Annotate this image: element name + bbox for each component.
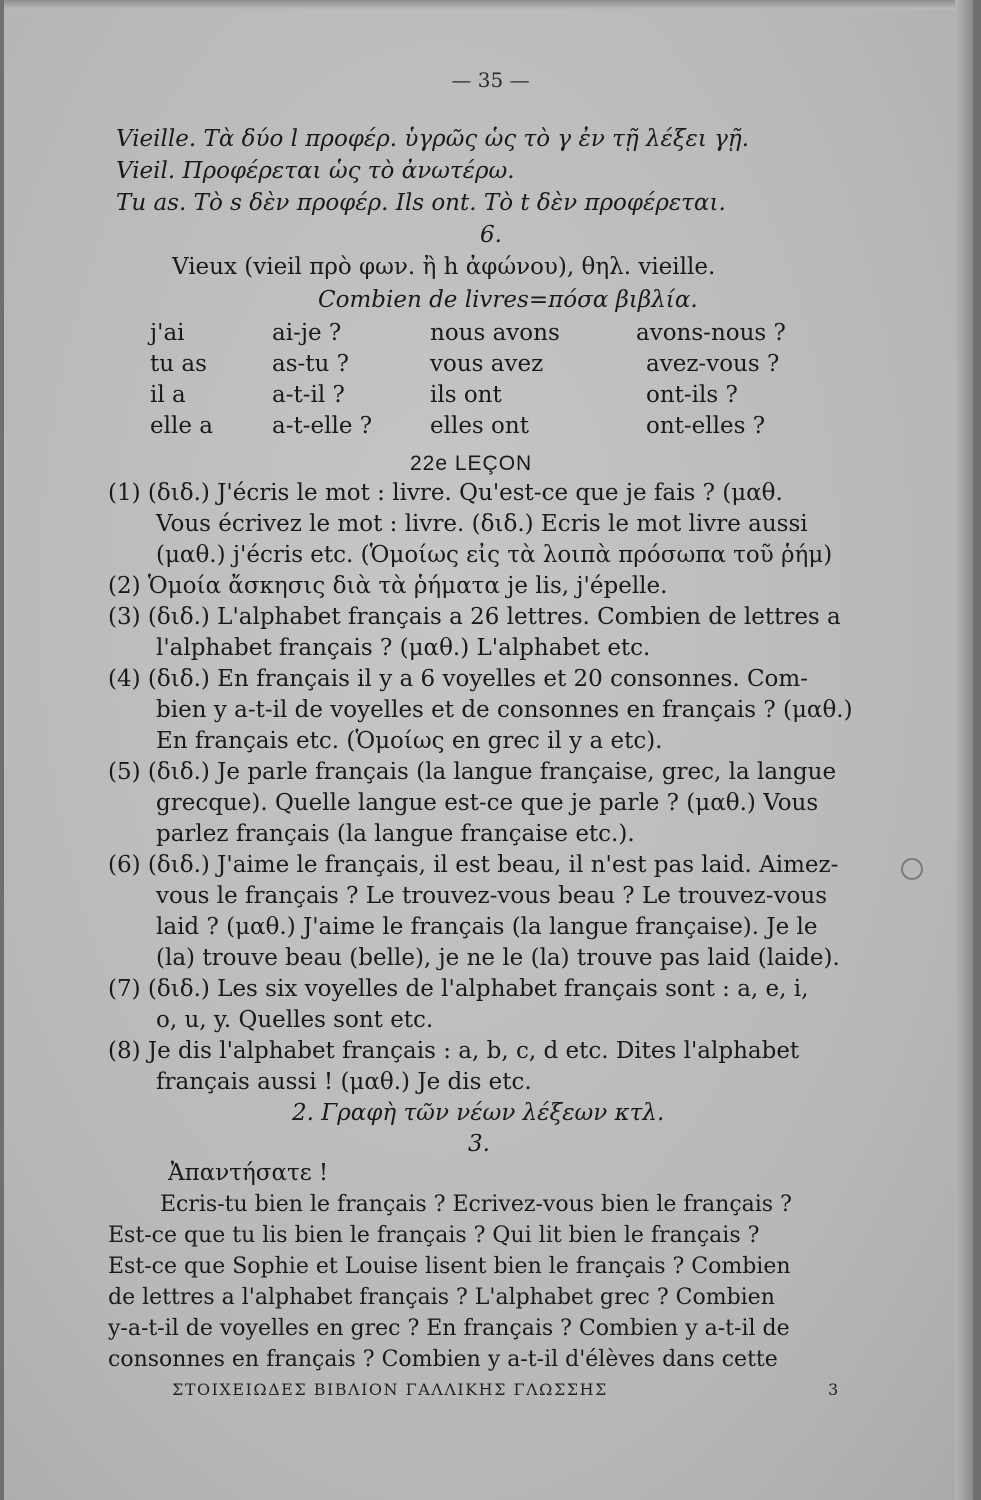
table-cell: ont-elles ? xyxy=(646,413,766,439)
text-line: (7) (διδ.) Les six voyelles de l'alphabet français sont : a, e, i, xyxy=(108,976,809,1002)
text-line: français aussi ! (μαθ.) Je dis etc. xyxy=(156,1069,532,1095)
text-line: Est-ce que Sophie et Louise lisent bien le français ? Combien xyxy=(108,1254,791,1279)
table-cell: elles ont xyxy=(430,413,529,439)
answer-heading: Ἀπαντήσατε ! xyxy=(168,1160,329,1186)
table-cell: avez-vous ? xyxy=(646,351,780,377)
text-line: consonnes en français ? Combien y a-t-il d'élèves dans cette xyxy=(108,1347,778,1372)
text-line: o, u, y. Quelles sont etc. xyxy=(156,1007,434,1033)
footer-title: ΣΤΟΙΧΕΙΩΔΕΣ ΒΙΒΛΙΟΝ ΓΑΛΛΙΚΗΣ ΓΛΩΣΣΗΣ xyxy=(172,1380,608,1399)
section-number: 6. xyxy=(480,222,502,248)
table-cell: ont-ils ? xyxy=(646,382,738,408)
text-line: (5) (διδ.) Je parle français (la langue française, grec, la langue xyxy=(108,759,837,785)
text-line: Vous écrivez le mot : livre. (διδ.) Ecris le mot livre aussi xyxy=(156,511,808,537)
table-cell: vous avez xyxy=(430,351,544,377)
text-line: (1) (διδ.) J'écris le mot : livre. Qu'est-ce que je fais ? (μαθ. xyxy=(108,480,783,506)
page-right-edge xyxy=(955,0,973,1500)
table-cell: ils ont xyxy=(430,382,502,408)
text-line: (8) Je dis l'alphabet français : a, b, c, d etc. Dites l'alphabet xyxy=(108,1038,800,1064)
text-line: de lettres a l'alphabet français ? L'alphabet grec ? Combien xyxy=(108,1285,775,1310)
text-line: grecque). Quelle langue est-ce que je parle ? (μαθ.) Vous xyxy=(156,790,819,816)
text-line: Ecris-tu bien le français ? Ecrivez-vous bien le français ? xyxy=(160,1192,792,1217)
text-line: (4) (διδ.) En français il y a 6 voyelles et 20 consonnes. Com- xyxy=(108,666,808,692)
table-cell: tu as xyxy=(150,351,207,377)
table-cell: a-t-il ? xyxy=(272,382,345,408)
text-line: (3) (διδ.) L'alphabet français a 26 lettres. Combien de lettres a xyxy=(108,604,841,630)
text-line: Combien de livres=πόσα βιβλία. xyxy=(318,287,698,313)
lesson-title: 22e LEÇON xyxy=(410,452,533,475)
text-line: bien y a-t-il de voyelles et de consonnes en français ? (μαθ.) xyxy=(156,697,853,723)
page-top-shadow xyxy=(4,0,973,10)
table-cell: j'ai xyxy=(150,320,185,346)
table-cell: elle a xyxy=(150,413,213,439)
page-stain-mark xyxy=(901,858,923,880)
text-line: (μαθ.) j'écris etc. (Ὁμοίως εἰς τὰ λοιπὰ πρόσωπα τοῦ ῥήμ) xyxy=(156,542,833,568)
text-line: laid ? (μαθ.) J'aime le français (la langue française). Je le xyxy=(156,914,818,940)
text-line: Est-ce que tu lis bien le français ? Qui lit bien le français ? xyxy=(108,1223,760,1248)
text-line: Vieux (vieil πρὸ φων. ἢ h ἀφώνου), θηλ. vieille. xyxy=(172,254,716,280)
text-line: Tu as. Τὸ s δὲν προφέρ. Ils ont. Τὸ t δὲν προφέρεται. xyxy=(116,190,726,216)
text-line: Vieil. Προφέρεται ὡς τὸ ἀνωτέρω. xyxy=(116,158,515,184)
table-cell: nous avons xyxy=(430,320,560,346)
text-line: y-a-t-il de voyelles en grec ? En français ? Combien y a-t-il de xyxy=(108,1316,790,1341)
table-cell: avons-nous ? xyxy=(636,320,786,346)
section-number: 3. xyxy=(468,1131,490,1157)
text-line: En français etc. (Ὁμοίως en grec il y a etc). xyxy=(156,728,663,754)
page-number: — 35 — xyxy=(451,68,530,92)
text-line: (2) Ὁμοία ἄσκησις διὰ τὰ ῥήματα je lis, j'épelle. xyxy=(108,573,668,599)
table-cell: il a xyxy=(150,382,186,408)
table-cell: as-tu ? xyxy=(272,351,349,377)
text-line: l'alphabet français ? (μαθ.) L'alphabet etc. xyxy=(156,635,651,661)
text-line: Vieille. Τὰ δύο l προφέρ. ὑγρῶς ὡς τὸ γ ἐν τῇ λέξει γῇ. xyxy=(116,126,750,152)
text-line: vous le français ? Le trouvez-vous beau ? Le trouvez-vous xyxy=(156,883,827,909)
table-cell: ai-je ? xyxy=(272,320,342,346)
section-heading: 2. Γραφὴ τῶν νέων λέξεων κτλ. xyxy=(292,1100,665,1126)
text-line: (6) (διδ.) J'aime le français, il est beau, il n'est pas laid. Aimez- xyxy=(108,852,839,878)
text-line: parlez français (la langue française etc.). xyxy=(156,821,635,847)
text-line: (la) trouve beau (belle), je ne le (la) trouve pas laid (laide). xyxy=(156,945,840,971)
table-cell: a-t-elle ? xyxy=(272,413,373,439)
signature-mark: 3 xyxy=(828,1380,840,1399)
